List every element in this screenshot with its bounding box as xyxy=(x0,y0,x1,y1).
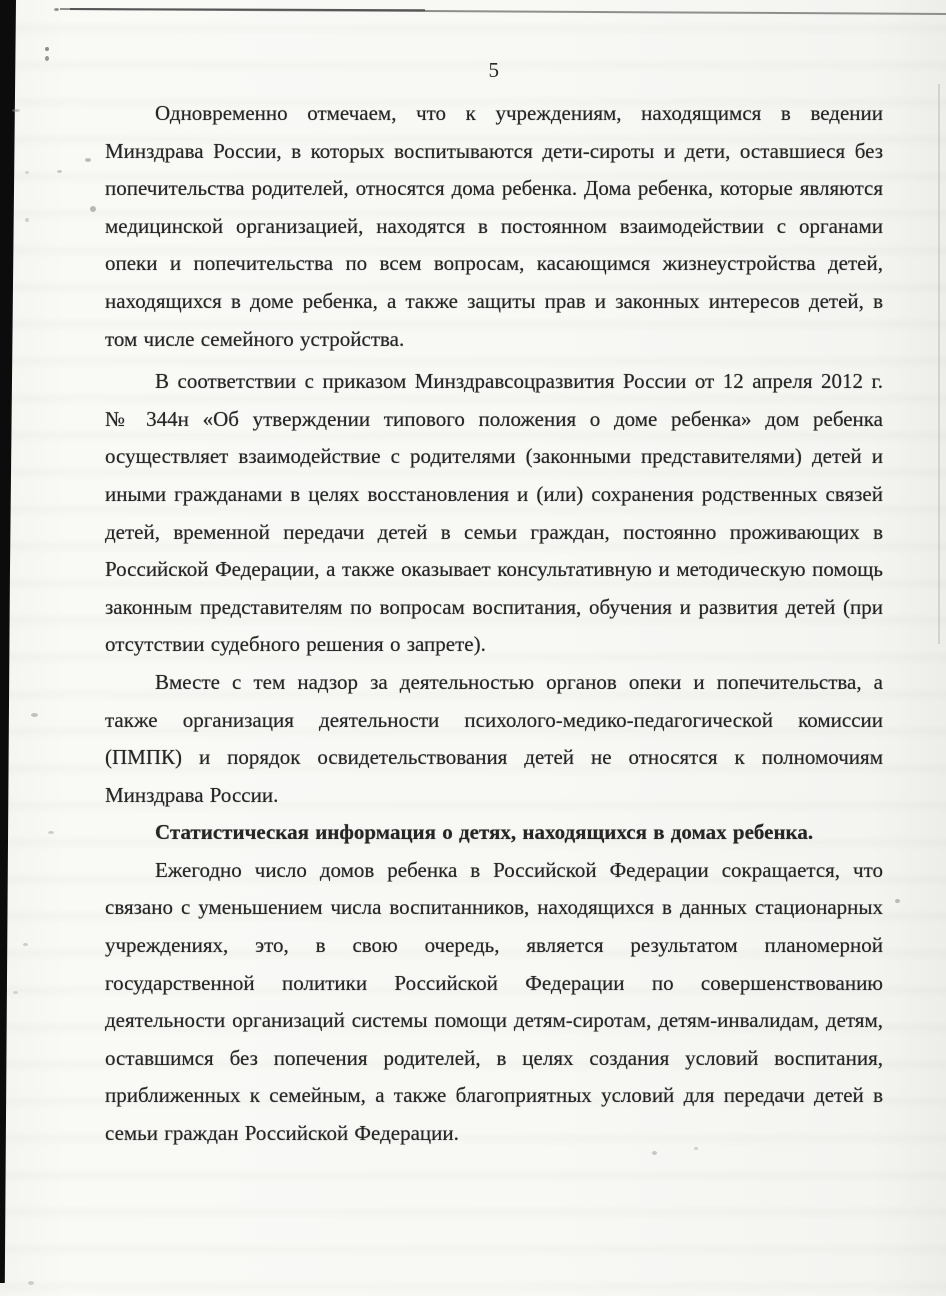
scan-speck xyxy=(25,171,29,174)
scan-speck xyxy=(48,831,54,834)
scan-speck xyxy=(54,8,59,11)
scan-speck xyxy=(25,218,29,222)
scan-speck xyxy=(90,206,96,212)
scan-speck xyxy=(31,713,38,717)
scan-speck xyxy=(13,991,18,994)
section-heading-statistics: Статистическая информация о детях, находящихся в домах ребенка. xyxy=(155,820,814,845)
scan-speck xyxy=(23,943,28,946)
scan-speck xyxy=(85,158,91,162)
scan-line-right-edge xyxy=(938,84,940,644)
paragraph-prikaz-344n: В соответствии с приказом Минздравсоцразвития России от 12 апреля 2012 г. № 344н «Об утверждении типового положения о доме ребенка» дом ребенка осуществляет взаимодействие с родителями (законными представителями) детей и иными гражданами в целях восстановления и (или) сохранения родственных связей детей, временной передачи детей в семьи граждан, постоянно проживающих в Российской Федерации, а также оказывает консультативную и методическую помощь законным представителям по вопросам воспитания, обучения и развития детей (при отсутствии судебного решения о запрете). xyxy=(105,369,883,657)
paragraph-vedenie-minzdrava: Одновременно отмечаем, что к учреждениям, находящимся в ведении Минздрава России, в которых воспитываются дети-сироты и дети, оставшиеся без попечительства родителей, относятся дома ребенка. Дома ребенка, которые являются медицинской организацией, находятся в постоянном взаимодействии с органами опеки и попечительства по всем вопросам, касающимся жизнеустройства детей, находящихся в доме ребенка, а также защиты прав и законных интересов детей, в том числе семейного устройства. xyxy=(105,101,883,351)
scan-speck xyxy=(895,899,900,903)
scan-speck xyxy=(45,47,49,51)
page-number: 5 xyxy=(488,58,500,82)
paragraph-nadzor-pmpk: Вместе с тем надзор за деятельностью органов опеки и попечительства, а также организация деятельности психолого-медико-педагогической комиссии (ПМПК) и порядок освидетельствования детей не относятся к полномочиям Минздрава России. xyxy=(105,669,883,807)
paragraph-ezhegodno-sokrashchaetsya: Ежегодно число домов ребенка в Российской Федерации сокращается, что связано с уменьшением числа воспитанников, находящихся в данных стационарных учреждениях, это, в свою очередь, является результатом планомерной государственной политики Российской Федерации по совершенствованию деятельности организаций системы помощи детям-сиротам, детям-инвалидам, детям, оставшимся без попечения родителей, в целях создания условий воспитания, приближенных к семейным, а также благоприятных условий для передачи детей в семьи граждан Российской Федерации. xyxy=(105,857,883,1146)
scan-edge-artifact-left xyxy=(0,0,16,1283)
scan-speck xyxy=(28,1281,34,1285)
page-content xyxy=(105,57,883,1153)
scan-speck xyxy=(57,170,62,173)
scan-speck xyxy=(45,56,49,61)
